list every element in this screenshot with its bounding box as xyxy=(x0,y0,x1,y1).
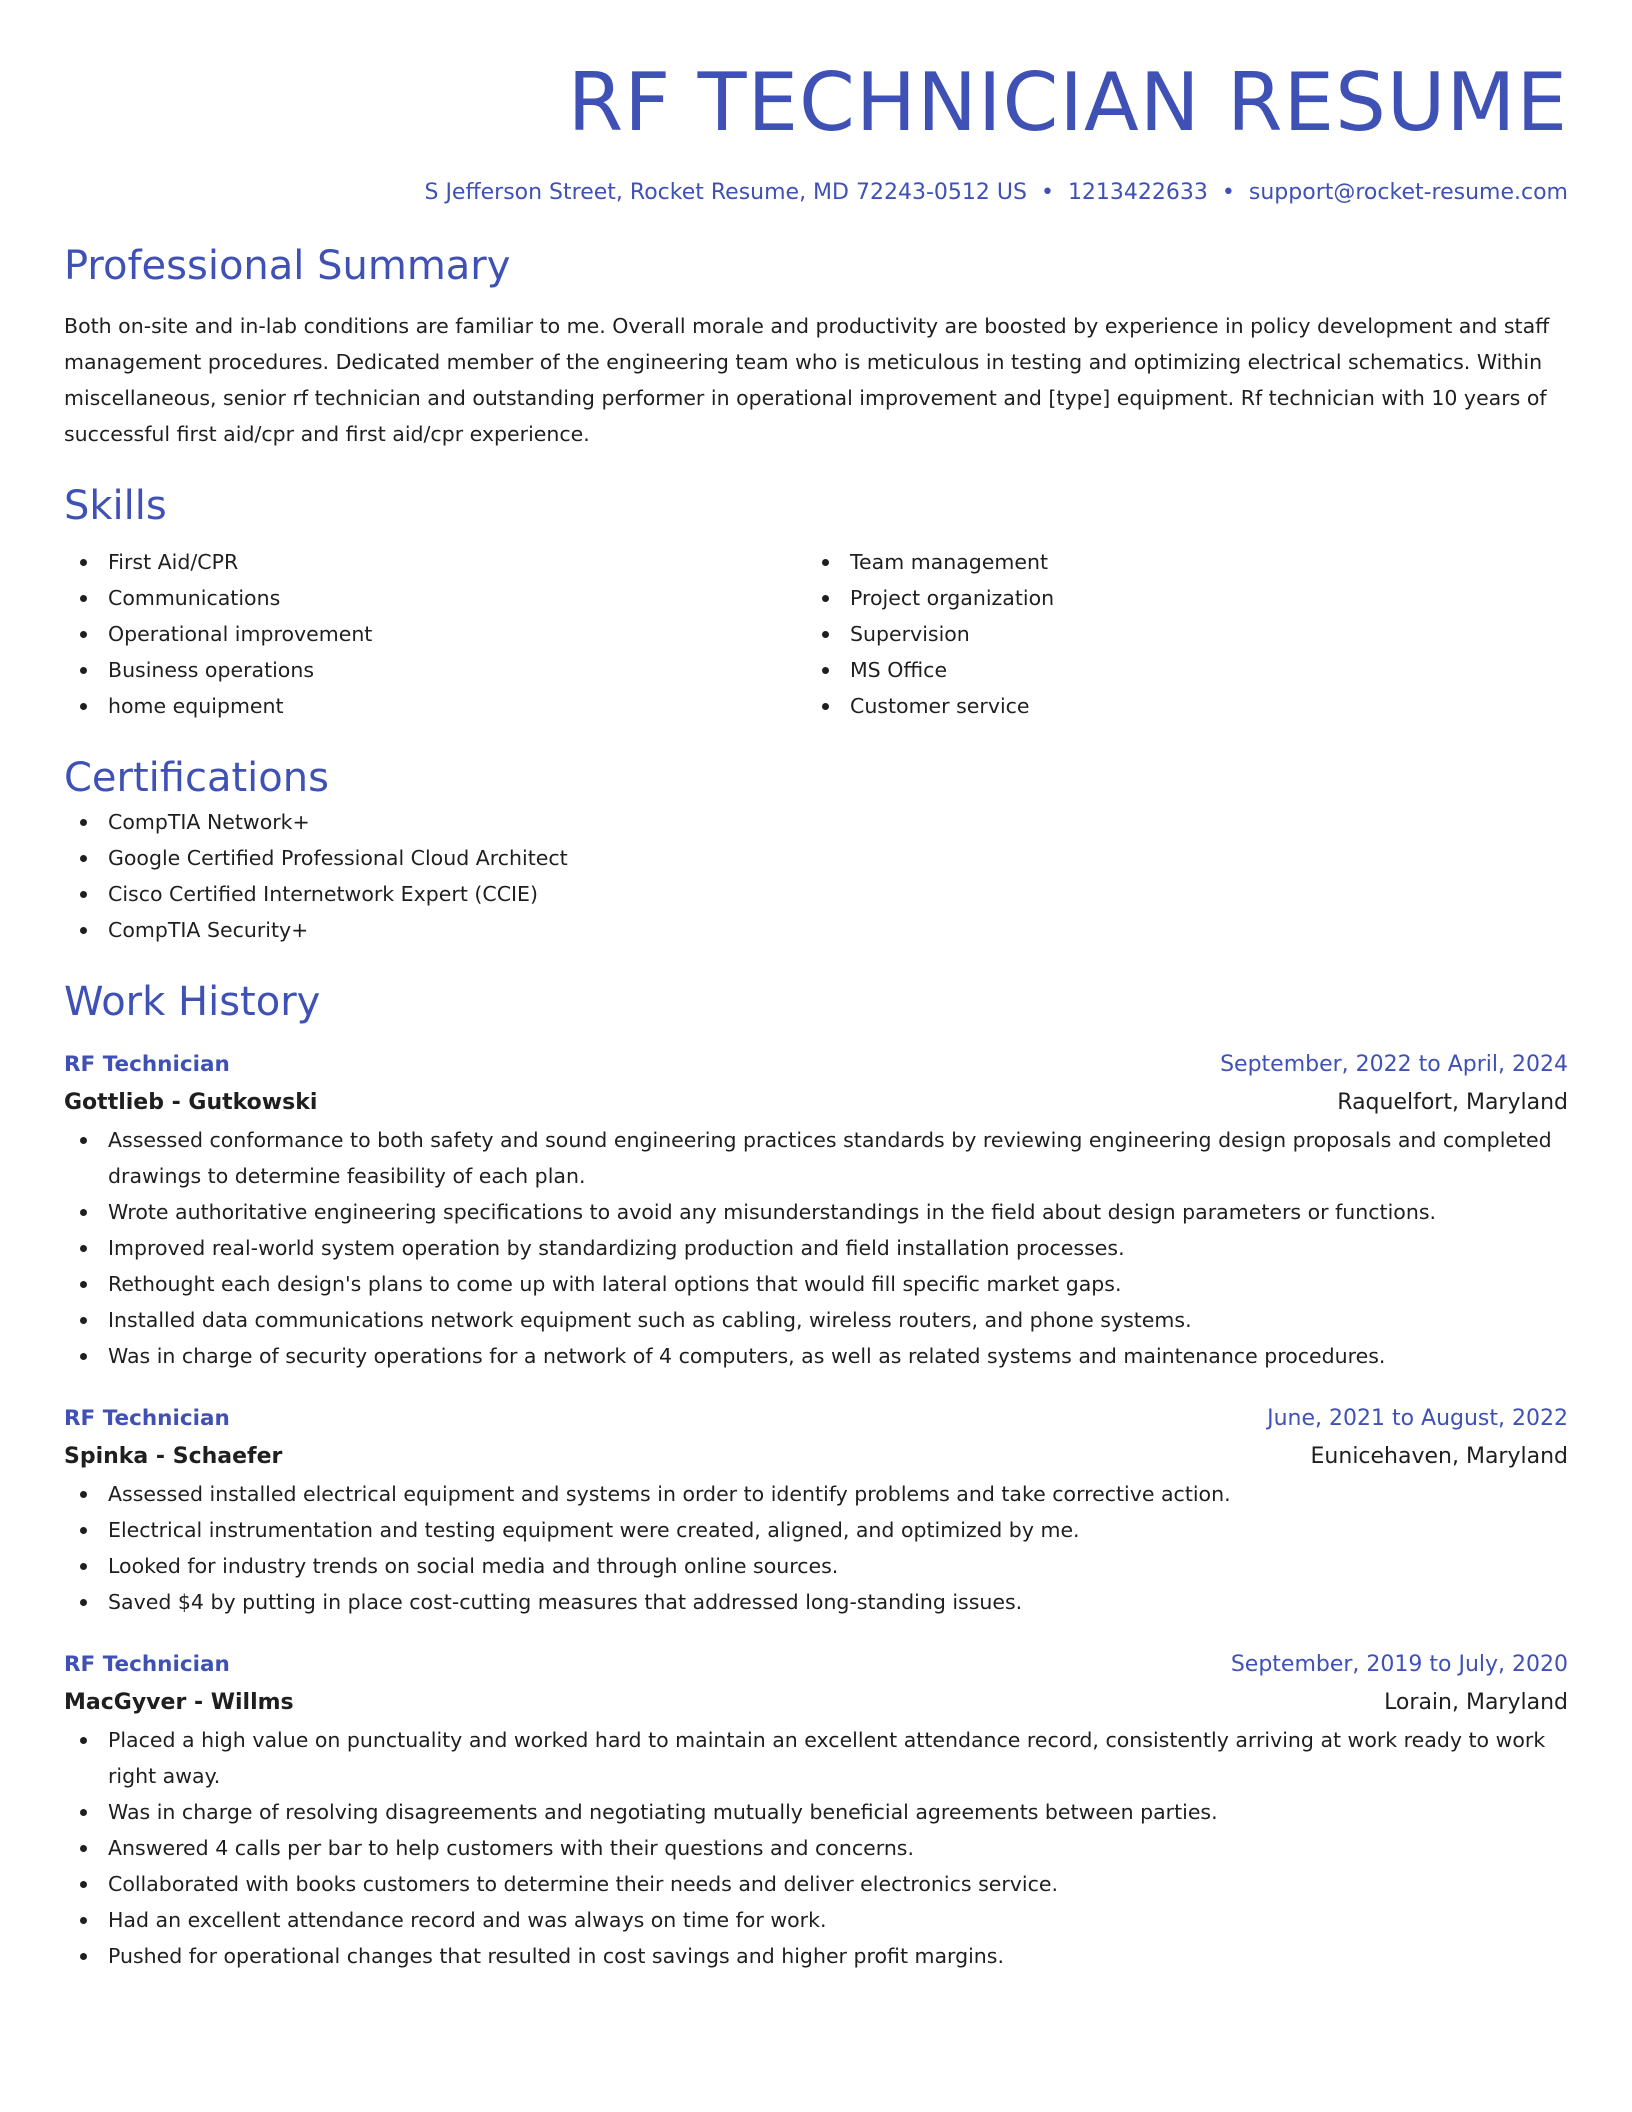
job-company-row xyxy=(64,1084,1568,1122)
skill-item: Business operations xyxy=(64,652,806,688)
contact-separator: • xyxy=(1221,180,1235,205)
job-bullet: Pushed for operational changes that resulted in cost savings and higher profit margins. xyxy=(64,1938,1568,1974)
job-bullet: Assessed installed electrical equipment and systems in order to identify problems and take corrective action. xyxy=(64,1476,1568,1512)
job-bullet: Was in charge of resolving disagreements and negotiating mutually beneficial agreements between parties. xyxy=(64,1794,1568,1830)
contact-email[interactable]: support@rocket-resume.com xyxy=(1248,180,1568,205)
job-company-row xyxy=(64,1438,1568,1476)
skill-item: home equipment xyxy=(64,688,806,724)
job-dates: September, 2022 to April, 2024 xyxy=(1220,1052,1568,1077)
skills-grid xyxy=(64,544,1568,724)
skill-item: Operational improvement xyxy=(64,616,806,652)
skills-list-right xyxy=(806,544,1548,724)
job-location: Lorain, Maryland xyxy=(1384,1690,1568,1715)
job-dates: June, 2021 to August, 2022 xyxy=(1267,1406,1568,1431)
job-bullet: Electrical instrumentation and testing equipment were created, aligned, and optimized by me. xyxy=(64,1512,1568,1548)
job-entry xyxy=(64,1046,1568,1374)
skill-item: Project organization xyxy=(806,580,1548,616)
job-bullet: Improved real-world system operation by standardizing production and field installation processes. xyxy=(64,1230,1568,1266)
resume-page xyxy=(64,0,1568,1974)
skills-list-left xyxy=(64,544,806,724)
job-bullet: Rethought each design's plans to come up with lateral options that would fill specific market gaps. xyxy=(64,1266,1568,1302)
certification-item: CompTIA Security+ xyxy=(64,912,1568,948)
job-bullet: Answered 4 calls per bar to help customers with their questions and concerns. xyxy=(64,1830,1568,1866)
job-bullet: Was in charge of security operations for a network of 4 computers, as well as related systems and maintenance procedures. xyxy=(64,1338,1568,1374)
job-company: Gottlieb - Gutkowski xyxy=(64,1090,318,1115)
certifications-heading: Certifications xyxy=(64,755,329,801)
job-bullet: Wrote authoritative engineering specifications to avoid any misunderstandings in the field about design parameters or functions. xyxy=(64,1194,1568,1230)
skill-item: First Aid/CPR xyxy=(64,544,806,580)
job-bullet: Looked for industry trends on social media and through online sources. xyxy=(64,1548,1568,1584)
job-bullet: Had an excellent attendance record and was always on time for work. xyxy=(64,1902,1568,1938)
summary-text: Both on-site and in-lab conditions are familiar to me. Overall morale and productivity are boosted by experience in policy development and staff management procedures. Dedicated member of the engineering team who is meticulous in testing and optimizing electrical schematics. Within miscellaneous, senior rf technician and outstanding performer in operational improvement and [type] equipment. Rf technician with 10 years of successful first aid/cpr and first aid/cpr experience. xyxy=(64,314,1550,446)
job-bullet: Assessed conformance to both safety and sound engineering practices standards by reviewing engineering design proposals and completed drawings to determine feasibility of each plan. xyxy=(64,1122,1568,1194)
certifications-list xyxy=(64,804,1568,948)
job-title: RF Technician xyxy=(64,1052,230,1077)
contact-separator: • xyxy=(1040,180,1054,205)
work-history-heading: Work History xyxy=(64,979,321,1025)
job-header-row xyxy=(64,1046,1568,1084)
job-dates: September, 2019 to July, 2020 xyxy=(1230,1652,1568,1677)
job-location: Eunicehaven, Maryland xyxy=(1310,1444,1568,1469)
contact-address: S Jefferson Street, Rocket Resume, MD 72243-0512 US xyxy=(424,180,1027,205)
job-company: MacGyver - Willms xyxy=(64,1690,294,1715)
skill-item: MS Office xyxy=(806,652,1548,688)
skill-item: Team management xyxy=(806,544,1548,580)
job-title: RF Technician xyxy=(64,1406,230,1431)
job-bullet: Saved $4 by putting in place cost-cutting measures that addressed long-standing issues. xyxy=(64,1584,1568,1620)
job-entry xyxy=(64,1646,1568,1974)
contact-line xyxy=(64,178,1568,208)
job-company-row xyxy=(64,1684,1568,1722)
skill-item: Supervision xyxy=(806,616,1548,652)
job-header-row xyxy=(64,1400,1568,1438)
job-bullet: Installed data communications network equipment such as cabling, wireless routers, and phone systems. xyxy=(64,1302,1568,1338)
certification-item: Google Certified Professional Cloud Architect xyxy=(64,840,1568,876)
job-entry xyxy=(64,1400,1568,1620)
skill-item: Customer service xyxy=(806,688,1548,724)
job-header-row xyxy=(64,1646,1568,1684)
skills-heading: Skills xyxy=(64,483,167,529)
job-bullet: Collaborated with books customers to determine their needs and deliver electronics service. xyxy=(64,1866,1568,1902)
job-location: Raquelfort, Maryland xyxy=(1337,1090,1568,1115)
certification-item: Cisco Certified Internetwork Expert (CCIE) xyxy=(64,876,1568,912)
job-title: RF Technician xyxy=(64,1652,230,1677)
resume-title: RF TECHNICIAN RESUME xyxy=(567,56,1568,149)
skill-item: Communications xyxy=(64,580,806,616)
summary-heading: Professional Summary xyxy=(64,243,511,289)
job-bullets xyxy=(64,1122,1568,1374)
job-company: Spinka - Schaefer xyxy=(64,1444,283,1469)
job-bullet: Placed a high value on punctuality and worked hard to maintain an excellent attendance record, consistently arriving at work ready to work right away. xyxy=(64,1722,1568,1794)
certification-item: CompTIA Network+ xyxy=(64,804,1568,840)
job-bullets xyxy=(64,1476,1568,1620)
contact-phone: 1213422633 xyxy=(1067,180,1208,205)
job-bullets xyxy=(64,1722,1568,1974)
